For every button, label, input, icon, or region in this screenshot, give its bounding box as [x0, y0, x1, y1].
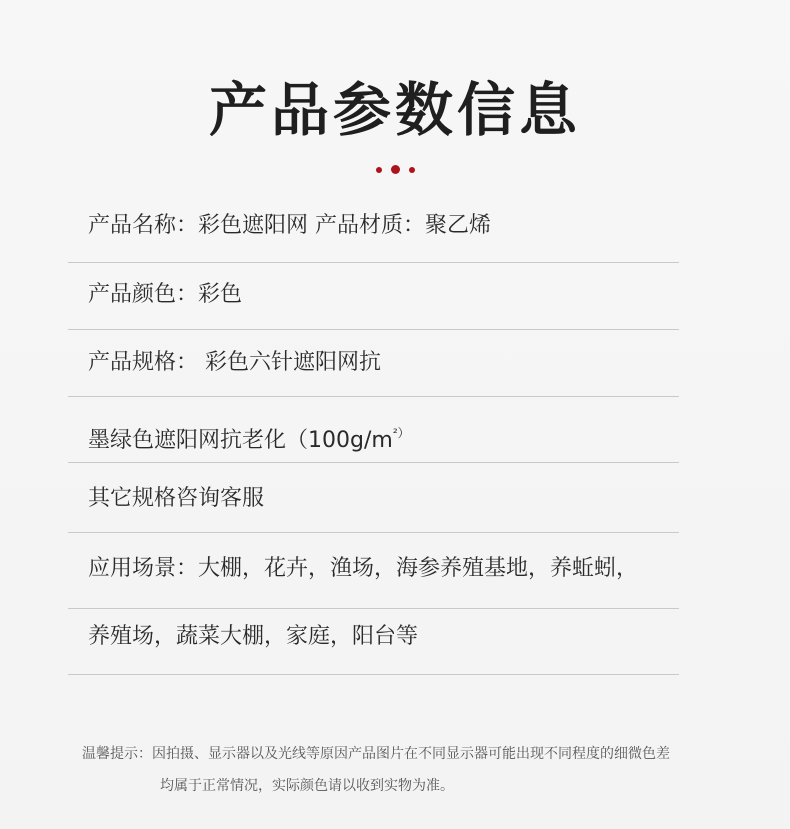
- row-divider: [68, 262, 679, 263]
- decoration-dot-center: [391, 165, 400, 174]
- decoration-dot-right: [409, 167, 415, 173]
- param-text: 产品规格： 彩色六针遮阳网抗: [88, 350, 381, 375]
- row-divider: [68, 462, 679, 463]
- param-text-suffix: ²）: [392, 426, 410, 440]
- param-text-main: 墨绿色遮阳网抗老化（100g/m: [88, 428, 393, 453]
- row-divider: [68, 674, 679, 675]
- param-text: [88, 418, 410, 456]
- decoration-dot-left: [376, 167, 382, 173]
- page-title: 产品参数信息: [208, 76, 581, 144]
- param-text: 其它规格咨询客服: [88, 486, 265, 511]
- row-divider: [68, 396, 679, 397]
- row-divider: [68, 329, 679, 330]
- notice-line-1: 温馨提示：因拍摄、显示器以及光线等原因产品图片在不同显示器可能出现不同程度的细微色差: [82, 746, 670, 762]
- param-text: 产品名称：彩色遮阳网 产品材质：聚乙烯: [88, 213, 491, 238]
- row-divider: [68, 532, 679, 533]
- notice-line-2: 均属于正常情况，实际颜色请以收到实物为准。: [160, 778, 454, 794]
- row-divider: [68, 608, 679, 609]
- param-text: 产品颜色：彩色: [88, 282, 243, 307]
- param-text: 应用场景：大棚，花卉，渔场，海参养殖基地，养蚯蚓，: [88, 556, 639, 581]
- title-decoration-dots: [374, 164, 418, 176]
- param-text: 养殖场，蔬菜大棚，家庭，阳台等: [88, 624, 419, 649]
